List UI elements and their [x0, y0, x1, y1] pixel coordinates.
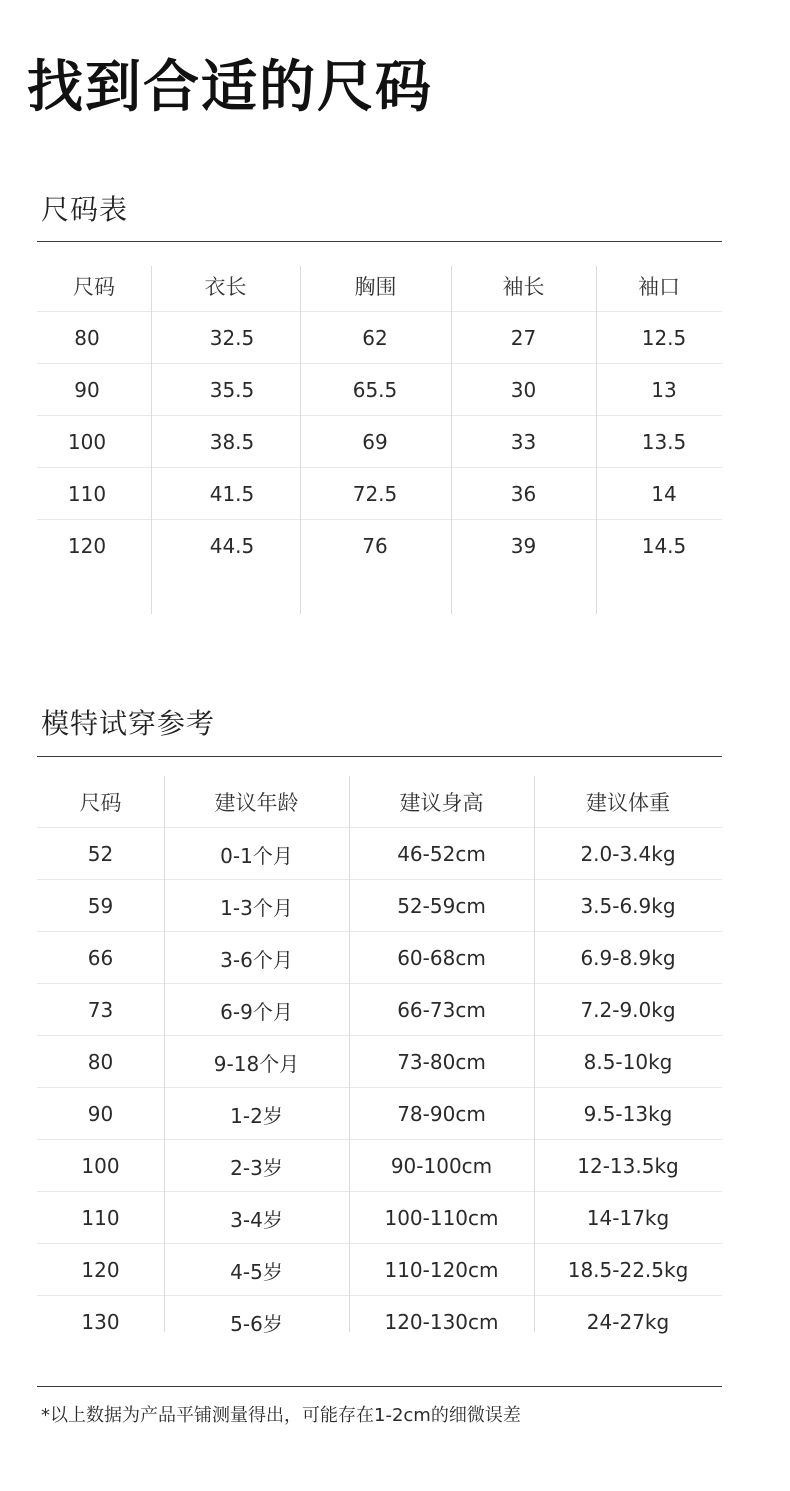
table-row [37, 1140, 722, 1192]
header-cell-height: 建议身高 [399, 791, 484, 815]
cell-size: 80 [87, 1050, 114, 1074]
cell-height: 60-68cm [397, 946, 486, 970]
table-row [37, 828, 722, 880]
column-divider [349, 776, 350, 1332]
header-cell-cuff: 袖口 [638, 275, 680, 299]
cell-size: 59 [87, 894, 114, 918]
cell-age: 6-9个月 [220, 999, 293, 1024]
cell-height: 46-52cm [397, 842, 486, 866]
cell-weight: 14-17kg [586, 1206, 670, 1230]
cell-weight: 8.5-10kg [583, 1050, 673, 1074]
cell-length: 41.5 [209, 482, 255, 506]
cell-cuff: 13 [651, 378, 677, 402]
cell-chest: 72.5 [352, 482, 398, 506]
table-row [37, 312, 722, 364]
cell-age: 1-3个月 [220, 895, 293, 920]
cell-size: 130 [81, 1310, 120, 1334]
size-chart-header-row [37, 260, 722, 312]
cell-length: 44.5 [209, 534, 255, 558]
cell-size: 120 [81, 1258, 120, 1282]
cell-age: 4-5岁 [230, 1259, 283, 1284]
cell-sleeve-length: 39 [510, 534, 537, 558]
cell-weight: 2.0-3.4kg [580, 842, 676, 866]
cell-size: 110 [81, 1206, 120, 1230]
cell-weight: 7.2-9.0kg [580, 998, 676, 1022]
model-reference-divider [37, 756, 722, 757]
table-row [37, 1088, 722, 1140]
table-row [37, 1036, 722, 1088]
cell-cuff: 12.5 [641, 326, 687, 350]
cell-size: 100 [67, 430, 107, 454]
cell-size: 120 [67, 534, 107, 558]
column-divider [151, 266, 152, 614]
model-header-row [37, 776, 722, 828]
cell-size: 110 [67, 482, 107, 506]
model-reference-title: 模特试穿参考 [41, 707, 216, 740]
page-title: 找到合适的尺码 [27, 55, 433, 120]
cell-height: 100-110cm [384, 1206, 499, 1230]
cell-size: 80 [74, 326, 100, 350]
table-row [37, 1244, 722, 1296]
table-row [37, 984, 722, 1036]
footnote: *以上数据为产品平铺测量得出，可能存在1-2cm的细微误差 [41, 1405, 521, 1426]
table-row [37, 1192, 722, 1244]
model-reference-table [37, 776, 722, 1336]
cell-height: 120-130cm [384, 1310, 499, 1334]
table-row [37, 880, 722, 932]
cell-height: 66-73cm [397, 998, 486, 1022]
cell-age: 9-18个月 [213, 1051, 300, 1076]
cell-height: 90-100cm [390, 1154, 493, 1178]
cell-height: 52-59cm [397, 894, 486, 918]
size-chart-table [37, 260, 722, 614]
cell-sleeve-length: 36 [510, 482, 537, 506]
table-row [37, 468, 722, 520]
header-cell-chest: 胸围 [354, 275, 397, 299]
cell-age: 1-2岁 [230, 1103, 283, 1128]
table-row [37, 364, 722, 416]
cell-weight: 6.9-8.9kg [580, 946, 676, 970]
table-row [37, 932, 722, 984]
cell-age: 0-1个月 [220, 843, 293, 868]
header-cell-age: 建议年龄 [214, 791, 299, 815]
cell-chest: 62 [362, 326, 388, 350]
cell-size: 66 [87, 946, 114, 970]
header-cell-size: 尺码 [73, 275, 115, 299]
header-cell-sleeve-length: 袖长 [502, 275, 545, 299]
cell-cuff: 14 [651, 482, 677, 506]
column-divider [164, 776, 165, 1332]
table-row [37, 416, 722, 468]
header-cell-length: 衣长 [204, 275, 247, 299]
cell-weight: 12-13.5kg [577, 1154, 679, 1178]
cell-size: 90 [87, 1102, 114, 1126]
cell-sleeve-length: 33 [510, 430, 537, 454]
footnote-divider [37, 1386, 722, 1387]
cell-chest: 76 [362, 534, 388, 558]
cell-length: 38.5 [209, 430, 255, 454]
cell-size: 52 [87, 842, 114, 866]
cell-age: 2-3岁 [230, 1155, 283, 1180]
cell-size: 90 [74, 378, 100, 402]
column-divider [534, 776, 535, 1332]
cell-age: 3-6个月 [220, 947, 293, 972]
cell-size: 100 [81, 1154, 120, 1178]
cell-length: 35.5 [209, 378, 255, 402]
cell-weight: 3.5-6.9kg [580, 894, 676, 918]
column-divider [300, 266, 301, 614]
cell-chest: 69 [362, 430, 388, 454]
cell-weight: 18.5-22.5kg [567, 1258, 689, 1282]
cell-weight: 9.5-13kg [583, 1102, 673, 1126]
cell-sleeve-length: 27 [510, 326, 537, 350]
table-row [37, 1296, 722, 1348]
header-cell-weight: 建议体重 [586, 791, 670, 815]
size-chart-divider [37, 241, 722, 242]
cell-length: 32.5 [209, 326, 255, 350]
table-row [37, 520, 722, 572]
column-divider [451, 266, 452, 614]
size-chart-title: 尺码表 [41, 193, 129, 226]
cell-chest: 65.5 [352, 378, 398, 402]
cell-size: 73 [87, 998, 114, 1022]
cell-cuff: 13.5 [641, 430, 687, 454]
cell-height: 73-80cm [397, 1050, 486, 1074]
column-divider [596, 266, 597, 614]
cell-cuff: 14.5 [641, 534, 687, 558]
cell-age: 5-6岁 [230, 1311, 283, 1336]
cell-height: 78-90cm [397, 1102, 486, 1126]
header-cell-size: 尺码 [79, 791, 122, 815]
cell-sleeve-length: 30 [510, 378, 537, 402]
cell-weight: 24-27kg [586, 1310, 670, 1334]
cell-height: 110-120cm [384, 1258, 499, 1282]
cell-age: 3-4岁 [230, 1207, 283, 1232]
